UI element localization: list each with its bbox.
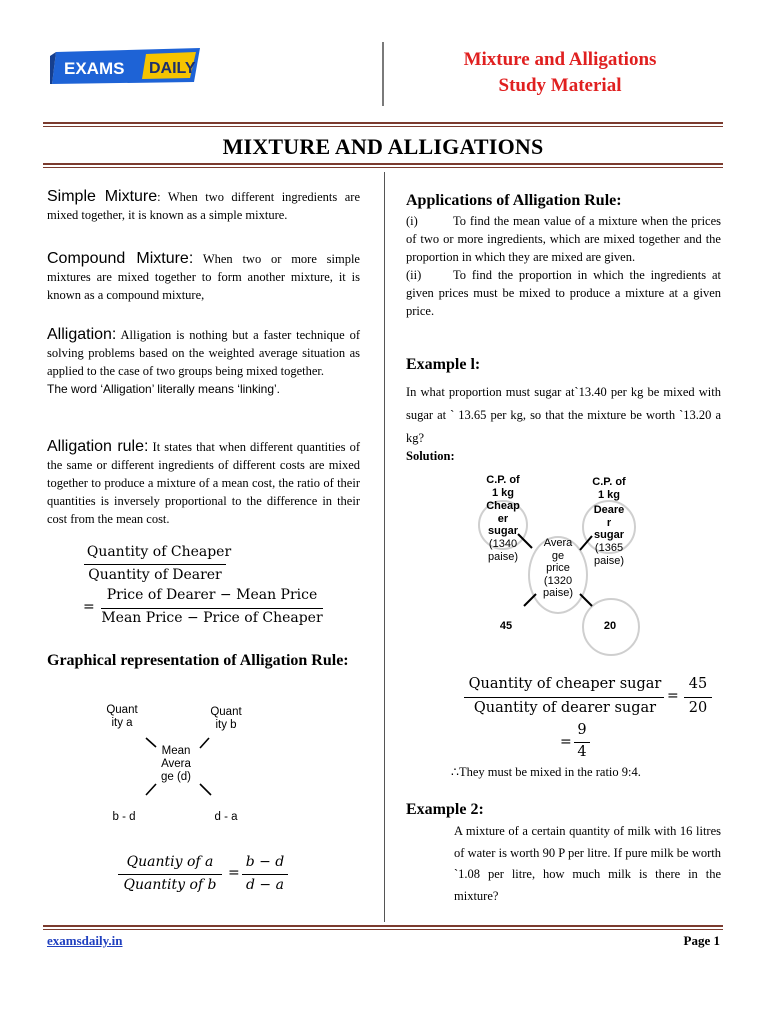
graph-d-minus-a: d - a <box>214 811 238 823</box>
graph-formula-rhs-bar <box>242 874 288 875</box>
footer-rule <box>43 925 723 927</box>
column-divider <box>384 172 385 922</box>
simple-mixture-term: Simple Mixture <box>47 188 158 205</box>
simplified-numerator: 9 <box>577 722 587 738</box>
header-title-line2: Study Material <box>498 75 622 96</box>
ratio-numerator: Quantity of cheaper sugar <box>468 676 662 692</box>
alligation-text: Alligation is nothing but a faster technique of solving problems based on the weighted average situation as applied to the case of two groups being mixed together. <box>47 328 360 378</box>
graph-mean-average: Mean Avera ge (d) <box>160 745 192 783</box>
cheaper-head: C.P. of 1 kg <box>486 474 520 499</box>
simple-mixture-para <box>47 188 360 224</box>
ratio-value-numerator: 45 <box>688 676 708 692</box>
applications-list <box>406 212 721 320</box>
alligation-term: Alligation: <box>47 326 117 343</box>
graph-heading: Graphical representation of Alligation Rule: <box>47 652 349 669</box>
dearer-price: (1365 paise) <box>594 542 624 567</box>
application-num: (i) <box>406 214 418 228</box>
compound-mixture-term: Compound Mixture: <box>47 250 194 267</box>
alligation-rule-para <box>47 438 360 528</box>
graph-formula <box>118 852 318 902</box>
ratio-equals-2: = <box>560 734 572 750</box>
ratio-denominator: Quantity of dearer sugar <box>473 700 657 716</box>
footer-website-link[interactable]: examsdaily.in <box>47 933 123 948</box>
page-number: Page 1 <box>683 933 720 948</box>
example1-heading: Example l: <box>406 356 481 373</box>
logo-text-exams: EXAMS <box>64 59 125 78</box>
cheaper-circle-label: Cheap er sugar <box>486 500 520 537</box>
formula-rhs-numerator: Price of Dearer − Mean Price <box>106 587 318 603</box>
application-item <box>406 212 721 266</box>
title-rule <box>43 163 723 165</box>
application-text: To find the mean value of a mixture when the prices of two or more ingredients, which are mixed together and the proportion in which they are mixed are given. <box>406 214 721 264</box>
sugar-connector-lines <box>468 470 668 660</box>
application-item <box>406 266 721 320</box>
ratio-value-denominator: 20 <box>688 700 708 716</box>
graph-formula-bar <box>118 874 222 875</box>
mean-price-label: Avera ge price (1320 paise) <box>543 537 573 599</box>
example2-text: A mixture of a certain quantity of milk with 16 litres of water is worth 90 P per litre. If pure milk be worth `1.08 per litre, how much milk is there in the mixture? <box>454 824 721 903</box>
example1-text: In what proportion must sugar at`13.40 per kg be mixed with sugar at ` 13.65 per kg, so that the mixture be worth `13.20 a kg? <box>406 385 721 445</box>
ratio-bar <box>464 697 664 698</box>
logo-text-daily: DAILY <box>149 60 196 77</box>
graph-formula-equals: = <box>228 865 240 881</box>
alligation-formula <box>47 544 360 634</box>
applications-heading: Applications of Alligation Rule: <box>406 192 622 209</box>
formula-denominator: Quantity of Dearer <box>88 567 222 583</box>
cheaper-price: (1340 paise) <box>488 538 518 563</box>
compound-mixture-text: When two or more simple mixtures are mixed together to form another mixture, it is known as a compound mixture, <box>47 252 360 302</box>
formula-bar <box>84 564 226 565</box>
header-title-line1: Mixture and Alligations <box>463 49 657 70</box>
example2-heading: Example 2: <box>406 801 484 818</box>
ratio-equals: = <box>667 688 679 704</box>
alligation-para <box>47 326 360 398</box>
formula-numerator: Quantity of Cheaper <box>86 544 232 560</box>
top-rule-thin <box>43 126 723 127</box>
top-rule <box>43 122 723 124</box>
ratio-formula <box>460 674 722 764</box>
dearer-ratio-value: 20 <box>603 620 617 632</box>
page-title: MIXTURE AND ALLIGATIONS <box>222 134 544 159</box>
dearer-head: C.P. of 1 kg <box>592 476 626 501</box>
dearer-circle-label: Deare r sugar <box>593 504 625 541</box>
alligation-graph <box>100 700 280 830</box>
exams-daily-logo <box>50 44 202 86</box>
graph-connector-lines <box>100 700 280 830</box>
header-title <box>400 47 720 99</box>
cheaper-ratio-value: 45 <box>499 620 513 632</box>
graph-quantity-a: Quant ity a <box>106 704 138 729</box>
application-text: To find the proportion in which the ingredients at given prices must be mixed to produce a mixture at a given price. <box>406 268 721 318</box>
footer-rule-thin <box>43 929 723 930</box>
header-divider <box>382 42 384 106</box>
graph-formula-numerator: Quantiy of a <box>126 854 214 870</box>
alligation-rule-term: Alligation rule: <box>47 438 149 455</box>
graph-formula-denominator: Quantity of b <box>123 877 217 893</box>
title-rule-thin <box>43 167 723 168</box>
graph-quantity-b: Quant ity b <box>210 706 242 731</box>
solution-label: Solution: <box>406 449 455 463</box>
application-num: (ii) <box>406 268 422 282</box>
formula-equals: = <box>83 599 95 615</box>
ratio-value-bar <box>684 697 712 698</box>
simple-mixture-text: : When two different ingredients are mixed together, it is known as a simple mixture. <box>47 190 360 222</box>
simplified-denominator: 4 <box>577 744 587 760</box>
graph-formula-rhs-numerator: b − d <box>245 854 285 870</box>
formula-rhs-denominator: Mean Price − Price of Cheaper <box>101 610 323 626</box>
simplified-bar <box>574 742 590 743</box>
alligation-rule-text: It states that when different quantities of the same or different ingredients of different costs are mixed together to produce a mixture of a mean cost, the ratio of their quantities is inversely proportional to the difference in their cost from the mean cost. <box>47 440 361 526</box>
ratio-conclusion: ∴They must be mixed in the ratio 9:4. <box>451 765 641 779</box>
graph-b-minus-d: b - d <box>112 811 136 823</box>
formula-rhs-bar <box>101 608 323 609</box>
graph-formula-rhs-denominator: d − a <box>246 877 284 893</box>
compound-mixture-para <box>47 250 360 304</box>
alligation-linking: The word ‘Alligation’ literally means ‘linking’. <box>47 382 280 396</box>
sugar-diagram <box>468 470 668 660</box>
